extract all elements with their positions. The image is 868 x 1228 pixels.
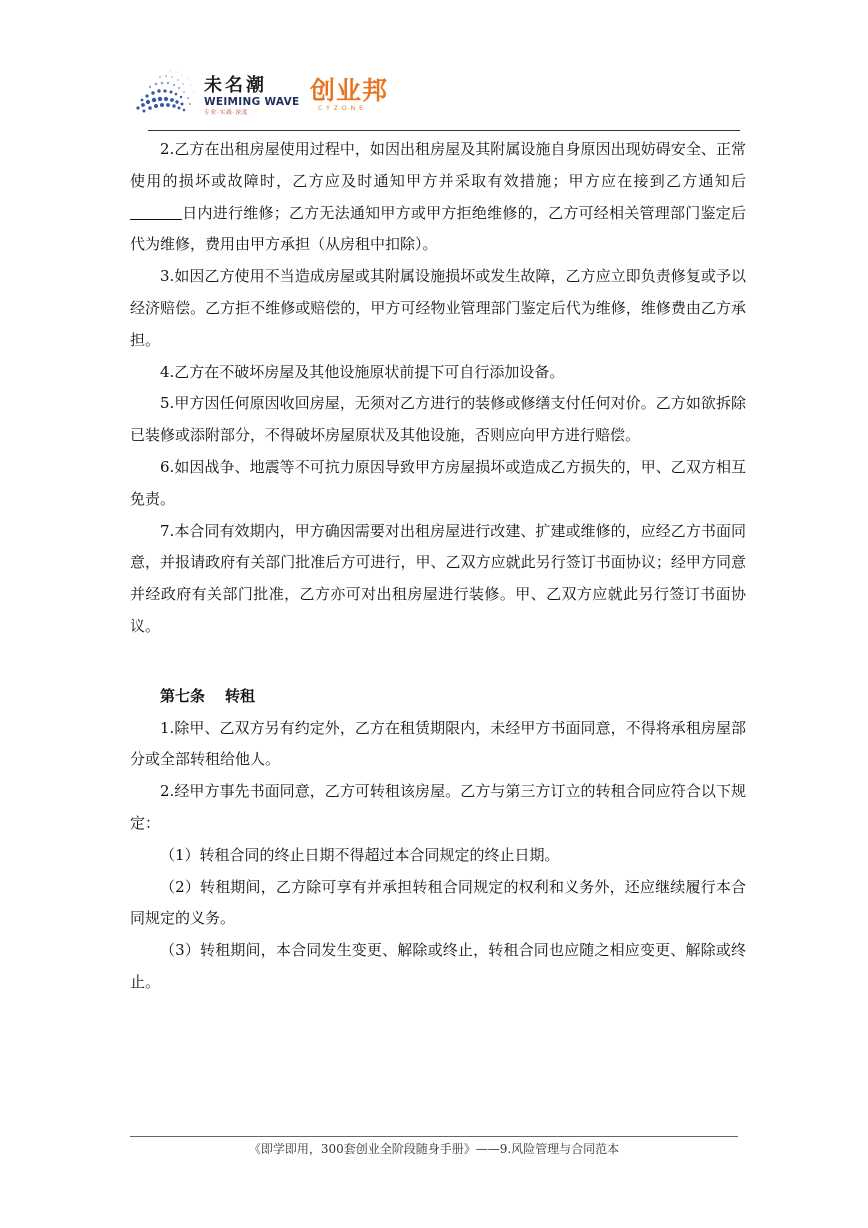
logo-tagline: 专业·实践·深度 bbox=[204, 110, 249, 116]
footer-divider bbox=[130, 1136, 738, 1137]
clause-paragraph: （3）转租期间，本合同发生变更、解除或终止，转租合同也应随之相应变更、解除或终止。 bbox=[130, 941, 746, 991]
page-footer: 《即学即用，300套创业全阶段随身手册》——9.风险管理与合同范本 bbox=[248, 1142, 620, 1156]
weiming-wave-logo-icon bbox=[130, 68, 208, 116]
logo-english-name: WEIMING WAVE bbox=[204, 96, 300, 108]
section-heading bbox=[130, 681, 746, 713]
clause-paragraph: （2）转租期间，乙方除可享有并承担转租合同规定的权利和义务外，还应继续履行本合同规定的义务。 bbox=[130, 877, 746, 928]
weiming-wave-wordmark bbox=[204, 76, 300, 117]
cyzone-logo bbox=[310, 77, 388, 113]
clause-text: 日内进行维修；乙方无法通知甲方或甲方拒绝维修的，乙方可经相关管理部门鉴定后代为维修，费用由甲方承担（从房租中扣除）。 bbox=[130, 203, 746, 254]
logo-chinese-name: 未名潮 bbox=[204, 75, 267, 96]
clause-paragraph: （1）转租合同的终止日期不得超过本合同规定的终止日期。 bbox=[160, 845, 560, 864]
header-divider bbox=[148, 130, 740, 131]
section-title: 转租 bbox=[225, 686, 256, 705]
cyzone-chinese-name: 创业邦 bbox=[310, 76, 389, 105]
clause-paragraph: 4.乙方在不破坏房屋及其他设施原状前提下可自行添加设备。 bbox=[160, 362, 565, 381]
clause-paragraph: 6.如因战争、地震等不可抗力原因导致甲方房屋损坏或造成乙方损失的，甲、乙双方相互免责。 bbox=[130, 457, 746, 508]
clause-paragraph: 5.甲方因任何原因收回房屋，无须对乙方进行的装修或修缮支付任何对价。乙方如欲拆除已装修或添附部分，不得破坏房屋原状及其他设施，否则应向甲方进行赔偿。 bbox=[130, 394, 746, 445]
cyzone-english-name: CYZONE bbox=[318, 105, 367, 112]
clause-paragraph: 7.本合同有效期内，甲方确因需要对出租房屋进行改建、扩建或维修的，应经乙方书面同意，并报请政府有关部门批准后方可进行，甲、乙双方应就此另行签订书面协议；经甲方同意并经政府有关部门批准，乙方亦可对出租房屋进行装修。甲、乙双方应就此另行签订书面协议。 bbox=[130, 521, 746, 635]
clause-paragraph bbox=[130, 134, 746, 261]
clause-paragraph: 3.如因乙方使用不当造成房屋或其附属设施损坏或发生故障，乙方应立即负责修复或予以经济赔偿。乙方拒不维修或赔偿的，甲方可经物业管理部门鉴定后代为维修，维修费由乙方承担。 bbox=[130, 267, 746, 349]
document-body bbox=[130, 134, 746, 999]
section-number: 第七条 bbox=[160, 686, 206, 705]
clause-text: 2.乙方在出租房屋使用过程中，如因出租房屋及其附属设施自身原因出现妨碍安全、正常使用的损坏或故障时，乙方应及时通知甲方并采取有效措施；甲方应在接到乙方通知后 bbox=[130, 140, 746, 190]
clause-paragraph: 2.经甲方事先书面同意，乙方可转租该房屋。乙方与第三方订立的转租合同应符合以下规定： bbox=[130, 782, 746, 832]
clause-paragraph: 1.除甲、乙双方另有约定外，乙方在租赁期限内，未经甲方书面同意，不得将承租房屋部分或全部转租给他人。 bbox=[130, 718, 746, 769]
fill-in-blank bbox=[130, 205, 182, 220]
page-header bbox=[130, 62, 742, 132]
